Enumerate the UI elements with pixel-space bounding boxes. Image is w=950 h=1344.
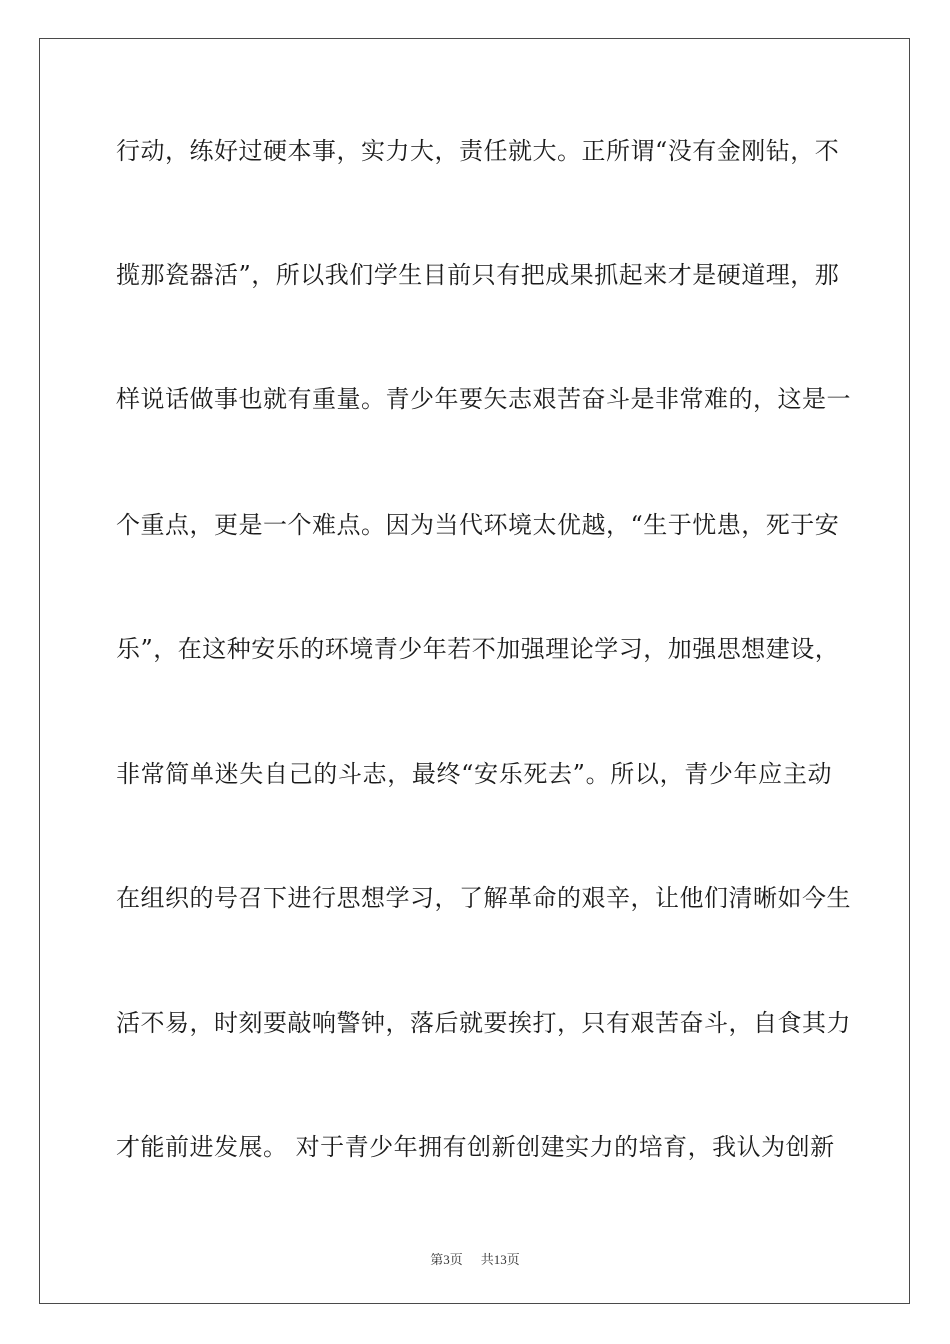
text-line: 个重点，更是一个难点。因为当代环境太优越，“生于忧患，死于安	[116, 511, 840, 539]
text-line: 揽那瓷器活”，所以我们学生目前只有把成果抓起来才是硬道理，那	[116, 261, 840, 289]
text-line: 乐”，在这种安乐的环境青少年若不加强理论学习，加强思想建设，	[116, 635, 840, 663]
page-number: 第3页	[430, 1252, 463, 1267]
text-line: 样说话做事也就有重量。青少年要矢志艰苦奋斗是非常难的，这是一	[116, 385, 851, 413]
total-pages: 共13页	[480, 1252, 520, 1267]
text-line: 活不易，时刻要敲响警钟，落后就要挨打，只有艰苦奋斗，自食其力	[116, 1009, 851, 1037]
text-line: 行动，练好过硬本事，实力大，责任就大。正所谓“没有金刚钻，不	[116, 137, 840, 165]
text-line: 才能前进发展。 对于青少年拥有创新创建实力的培育，我认为创新	[116, 1133, 835, 1161]
page-footer	[0, 1249, 950, 1268]
text-line: 非常简单迷失自己的斗志，最终“安乐死去”。所以，青少年应主动	[116, 760, 832, 788]
page-border	[39, 38, 910, 1304]
text-line: 在组织的号召下进行思想学习，了解革命的艰辛，让他们清晰如今生	[116, 884, 851, 912]
